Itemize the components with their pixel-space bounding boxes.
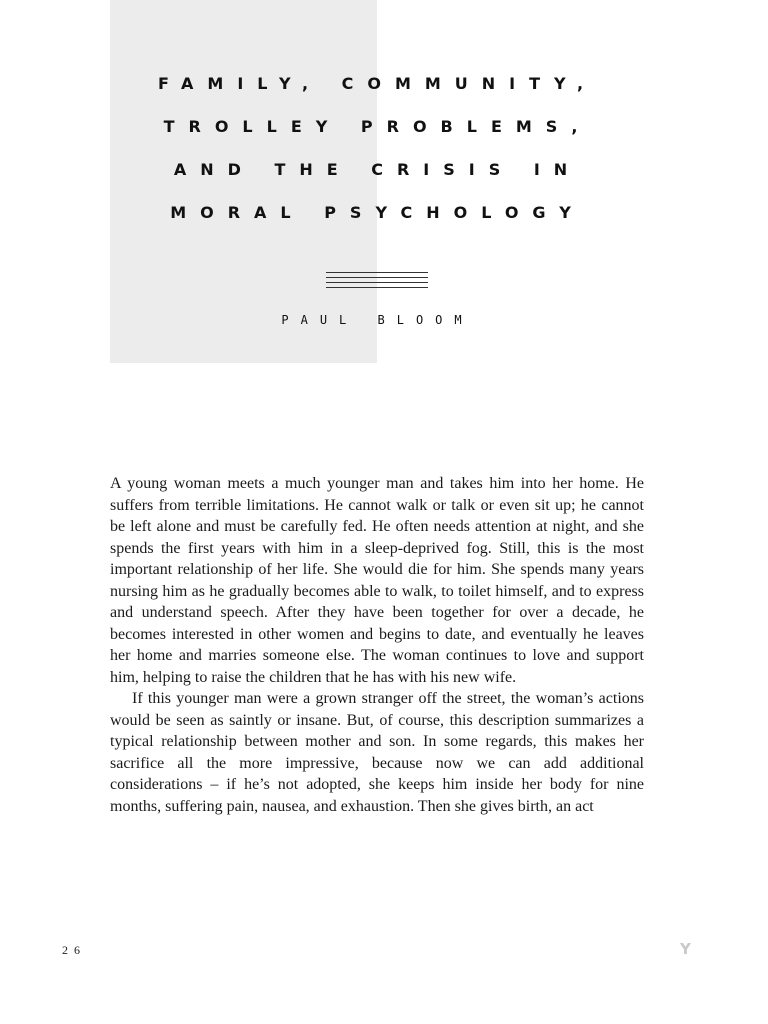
paragraph-2: If this younger man were a grown stranger off the street, the woman’s actions would be seen as saintly or insane. But, of course, this description summarizes a typical relationship between mother and son. In some regards, this makes her sacrifice all the more impressive, because now we can add additional considerations – if he’s not adopted, she keeps him inside her body for nine months, suffering pain, nausea, and exhaustion. Then she gives birth, an act: [110, 690, 644, 815]
title-line-4: MORAL PSYCHOLOGY: [170, 203, 585, 222]
title-line-1: FAMILY, COMMUNITY,: [157, 74, 598, 93]
article-body: [110, 473, 644, 817]
paragraph-1: A young woman meets a much younger man and takes him into her home. He suffers from terrible limitations. He cannot walk or talk or even sit up; he cannot be left alone and must be carefully fed. He often needs attention at night, and she spends the first years with him in a sleep-deprived fog. Still, this is the most important relationship of her life. She would die for him. She spends many years nursing him as he gradually becomes able to walk, to toilet himself, and to express and understand speech. After they have been together for over a decade, he becomes interested in other women and begins to date, and eventually he leaves her home and marries someone else. The woman continues to love and support him, helping to raise the children that he has with his new wife.: [110, 475, 644, 686]
page-number: 26: [62, 943, 86, 957]
decorative-rule: [326, 272, 428, 291]
title-line-3: AND THE CRISIS IN: [173, 160, 582, 179]
article-title: [110, 70, 645, 242]
title-line-2: TROLLEY PROBLEMS,: [163, 117, 592, 136]
publication-logo-mark: Y: [680, 940, 691, 958]
author-byline: PAUL BLOOM: [281, 313, 474, 327]
